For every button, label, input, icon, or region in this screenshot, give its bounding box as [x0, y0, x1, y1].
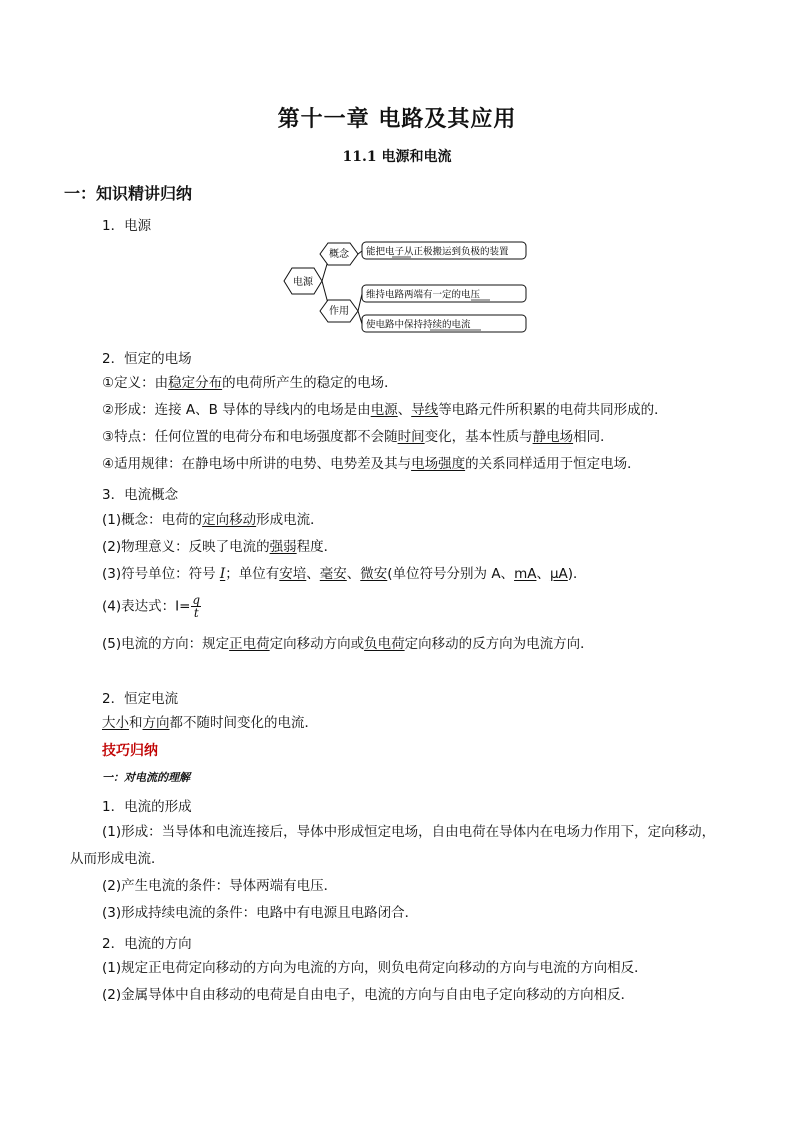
field-formation: ②形成：连接 A、B 导体的导线内的电场是由电源、导线等电路元件所积累的电荷共同形成的．: [102, 402, 668, 418]
heading-current-formation: 1．电流的形成: [102, 799, 192, 815]
connector-use-box3: [358, 311, 362, 324]
steady-current-definition: 大小和方向都不随时间变化的电流．: [102, 715, 318, 731]
chapter-title: 第十一章 电路及其应用: [277, 106, 517, 132]
fraction-q-over-t: $\frac{q}{t}$: [192, 593, 201, 620]
current-meaning: (2)物理意义：反映了电流的强弱程度．: [102, 539, 338, 555]
connector-use-box2: [358, 294, 362, 311]
field-rules: ④适用规律：在静电场中所讲的电势、电势差及其与电场强度的关系同样适用于恒定电场．: [102, 456, 641, 472]
concept-node-label: 概念: [329, 249, 349, 260]
use-box3-text: 使电路中保持持续的电流: [366, 319, 471, 331]
heading-steady-field: 2．恒定的电场: [102, 351, 192, 367]
use-node-label: 作用: [329, 306, 349, 317]
sub-heading-understanding: 一：对电流的理解: [102, 771, 190, 784]
connector-concept-box: [358, 251, 362, 254]
concept-box-text: 能把电子从正极搬运到负极的装置: [366, 246, 509, 258]
field-definition: ①定义：由稳定分布的电荷所产生的稳定的电场．: [102, 375, 398, 391]
heading-current-concept: 3．电流概念: [102, 487, 179, 503]
root-node-label: 电源: [293, 277, 313, 288]
section-heading-knowledge: 一：知识精讲归纳: [64, 184, 193, 203]
formation-line-3: (3)形成持续电流的条件：电路中有电源且电路闭合．: [102, 905, 419, 921]
direction-line-2: (2)金属导体中自由移动的电荷是自由电子，电流的方向与自由电子定向移动的方向相反．: [102, 987, 635, 1003]
current-direction: (5)电流的方向：规定正电荷定向移动方向或负电荷定向移动的反方向为电流方向．: [102, 636, 594, 652]
formation-line-1: (1)形成：当导体和电流连接后，导体中形成恒定电场，自由电荷在导体内在电场力作用下，定向移动，: [102, 824, 716, 840]
field-features: ③特点：任何位置的电荷分布和电场强度都不会随时间变化，基本性质与静电场相同．: [102, 429, 614, 445]
current-units: (3)符号单位：符号 I；单位有安培、毫安、微安(单位符号分别为 A、mA、μA)．: [102, 566, 587, 582]
skills-heading: 技巧归纳: [102, 743, 158, 759]
power-source-diagram: [280, 234, 540, 338]
section-subtitle: 11.1 电源和电流: [342, 149, 452, 165]
current-expression: (4)表达式：I= $\frac{q}{t}$: [102, 593, 201, 620]
current-definition: (1)概念：电荷的定向移动形成电流．: [102, 512, 324, 528]
heading-current-direction: 2．电流的方向: [102, 936, 192, 952]
use-box2-text: 维持电路两端有一定的电压: [366, 289, 481, 301]
direction-line-1: (1)规定正电荷定向移动的方向为电流的方向，则负电荷定向移动的方向与电流的方向相反．: [102, 960, 648, 976]
heading-power-source: 1．电源: [102, 218, 152, 234]
heading-steady-current: 2．恒定电流: [102, 691, 179, 707]
formation-line-2: (2)产生电流的条件：导体两端有电压．: [102, 878, 338, 894]
formation-line-1-cont: 从而形成电流．: [70, 851, 165, 867]
